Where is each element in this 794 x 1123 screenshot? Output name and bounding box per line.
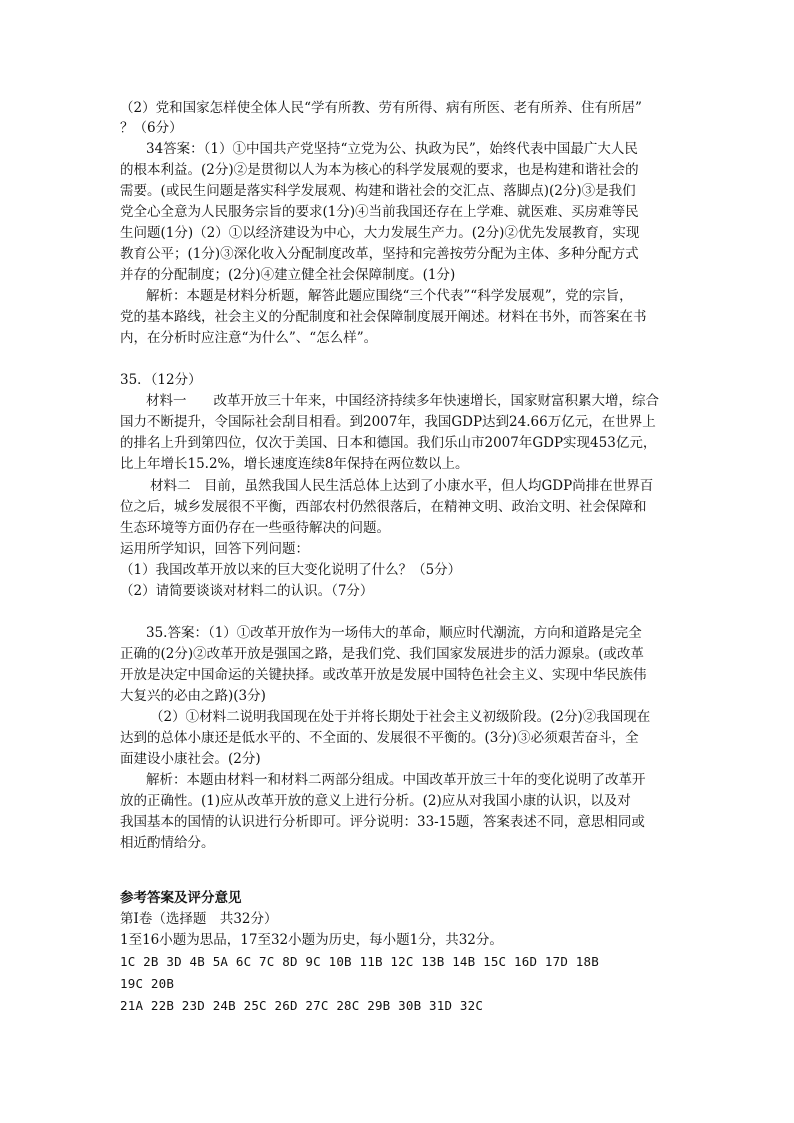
question-35-item-2: （2）请简要谈谈对材料二的认识。（7分）: [120, 583, 374, 599]
question-33-2-line-1: （2）党和国家怎样使全体人民“学有所教、劳有所得、病有所医、老有所养、住有所居”: [120, 100, 642, 116]
analysis-34-line-2: 党的基本路线，社会主义的分配制度和社会保障制度展开阐述。材料在书外，而答案在书: [120, 309, 647, 325]
reference-part-heading: 第Ⅰ卷（选择题 共32分）: [120, 911, 278, 927]
analysis-34-line-1: 解析：本题是材料分析题，解答此题应围绕“三个代表”“科学发展观”，党的宗旨，: [146, 288, 633, 304]
analysis-35-line-1: 解析：本题由材料一和材料二两部分组成。中国改革开放三十年的变化说明了改革开: [146, 772, 646, 788]
answer-34-line-1: 34答案：（1）①中国共产党坚持“立党为公、执政为民”，始终代表中国最广大人民: [146, 141, 638, 157]
answer-35-1-line-3: 开放是决定中国命运的关键抉择。或改革开放是发展中国特色社会主义、实现中华民族伟: [120, 667, 647, 683]
answer-key-row-3: 21A 22B 23D 24B 25C 26D 27C 28C 29B 30B 31D 32C: [120, 998, 484, 1013]
analysis-35-line-2: 放的正确性。(1)应从改革开放的意义上进行分析。(2)应从对我国小康的认识，以及对: [120, 793, 631, 809]
question-35-prompt: 运用所学知识，回答下列问题：: [120, 541, 309, 557]
material-1-line-2: 国力不断提升，令国际社会刮目相看。到2007年，我国GDP达到24.66万亿元，在世界上: [120, 414, 656, 430]
answer-35-2-line-3: 面建设小康社会。(2分): [120, 751, 261, 767]
answer-34-line-3: 需要。(或民生问题是落实科学发展观、构建和谐社会的交汇点、落脚点)(2分)③是我们: [120, 183, 636, 199]
question-33-2-line-2: ？（6分）: [120, 120, 183, 136]
answer-34-line-7: 并存的分配制度；(2分)④建立健全社会保障制度。(1分): [120, 267, 456, 283]
answer-35-1-line-1: 35.答案：（1）①改革开放作为一场伟大的革命，顺应时代潮流，方向和道路是完全: [146, 625, 642, 641]
answer-34-line-2: 的根本利益。(2分)②是贯彻以人为本为核心的科学发展观的要求，也是构建和谐社会的: [120, 162, 639, 178]
material-1-line-1: 材料一 改革开放三十年来，中国经济持续多年快速增长，国家财富积累大增，综合: [146, 393, 659, 409]
analysis-34-line-3: 内，在分析时应注意“为什么”、“怎么样”。: [120, 330, 378, 346]
analysis-35-line-4: 相近酌情给分。: [120, 835, 215, 851]
question-35-heading: 35．（12分）: [120, 372, 202, 388]
answer-key-row-1: 1C 2B 3D 4B 5A 6C 7C 8D 9C 10B 11B 12C 13B 14B 15C 16D 17D 18B: [120, 954, 599, 969]
answer-34-line-4: 党全心全意为人民服务宗旨的要求(1分)④当前我国还存在上学难、就医难、买房难等民: [120, 204, 639, 220]
reference-note: 1至16小题为思品，17至32小题为历史，每小题1分，共32分。: [120, 932, 503, 948]
answer-35-2-line-1: （2）①材料二说明我国现在处于并将长期处于社会主义初级阶段。(2分)②我国现在: [150, 709, 651, 725]
answer-35-1-line-2: 正确的(2分)②改革开放是强国之路，是我们党、我们国家发展进步的活力源泉。(或改革: [120, 646, 644, 662]
answer-35-2-line-2: 达到的总体小康还是低水平的、不全面的、发展很不平衡的。(3分)③必须艰苦奋斗，全: [120, 730, 639, 746]
answer-34-line-5: 生问题(1分)（2）①以经济建设为中心，大力发展生产力。(2分)②优先发展教育，实现: [120, 225, 640, 241]
answer-key-row-2: 19C 20B: [120, 976, 175, 991]
material-1-line-4: 比上年增长15.2%，增长速度连续8年保持在两位数以上。: [120, 456, 469, 472]
material-2-line-1: 材料二 目前，虽然我国人民生活总体上达到了小康水平，但人均GDP尚排在世界百: [150, 478, 654, 494]
material-1-line-3: 的排名上升到第四位，仅次于美国、日本和德国。我们乐山市2007年GDP实现453亿元，: [120, 435, 657, 451]
material-2-line-3: 生态环境等方面仍存在一些亟待解决的问题。: [120, 520, 390, 536]
answer-34-line-6: 教育公平；(1分)③深化收入分配制度改革，坚持和完善按劳分配为主体、多种分配方式: [120, 246, 639, 262]
question-35-item-1: （1）我国改革开放以来的巨大变化说明了什么？（5分）: [120, 562, 462, 578]
answer-35-1-line-4: 大复兴的必由之路)(3分): [120, 688, 266, 704]
material-2-line-2: 位之后，城乡发展很不平衡，西部农村仍然很落后，在精神文明、政治文明、社会保障和: [120, 499, 647, 515]
reference-answers-title: 参考答案及评分意见: [120, 890, 242, 906]
analysis-35-line-3: 我国基本的国情的认识进行分析即可。评分说明：33-15题，答案表述不同，意思相同或: [120, 814, 645, 830]
